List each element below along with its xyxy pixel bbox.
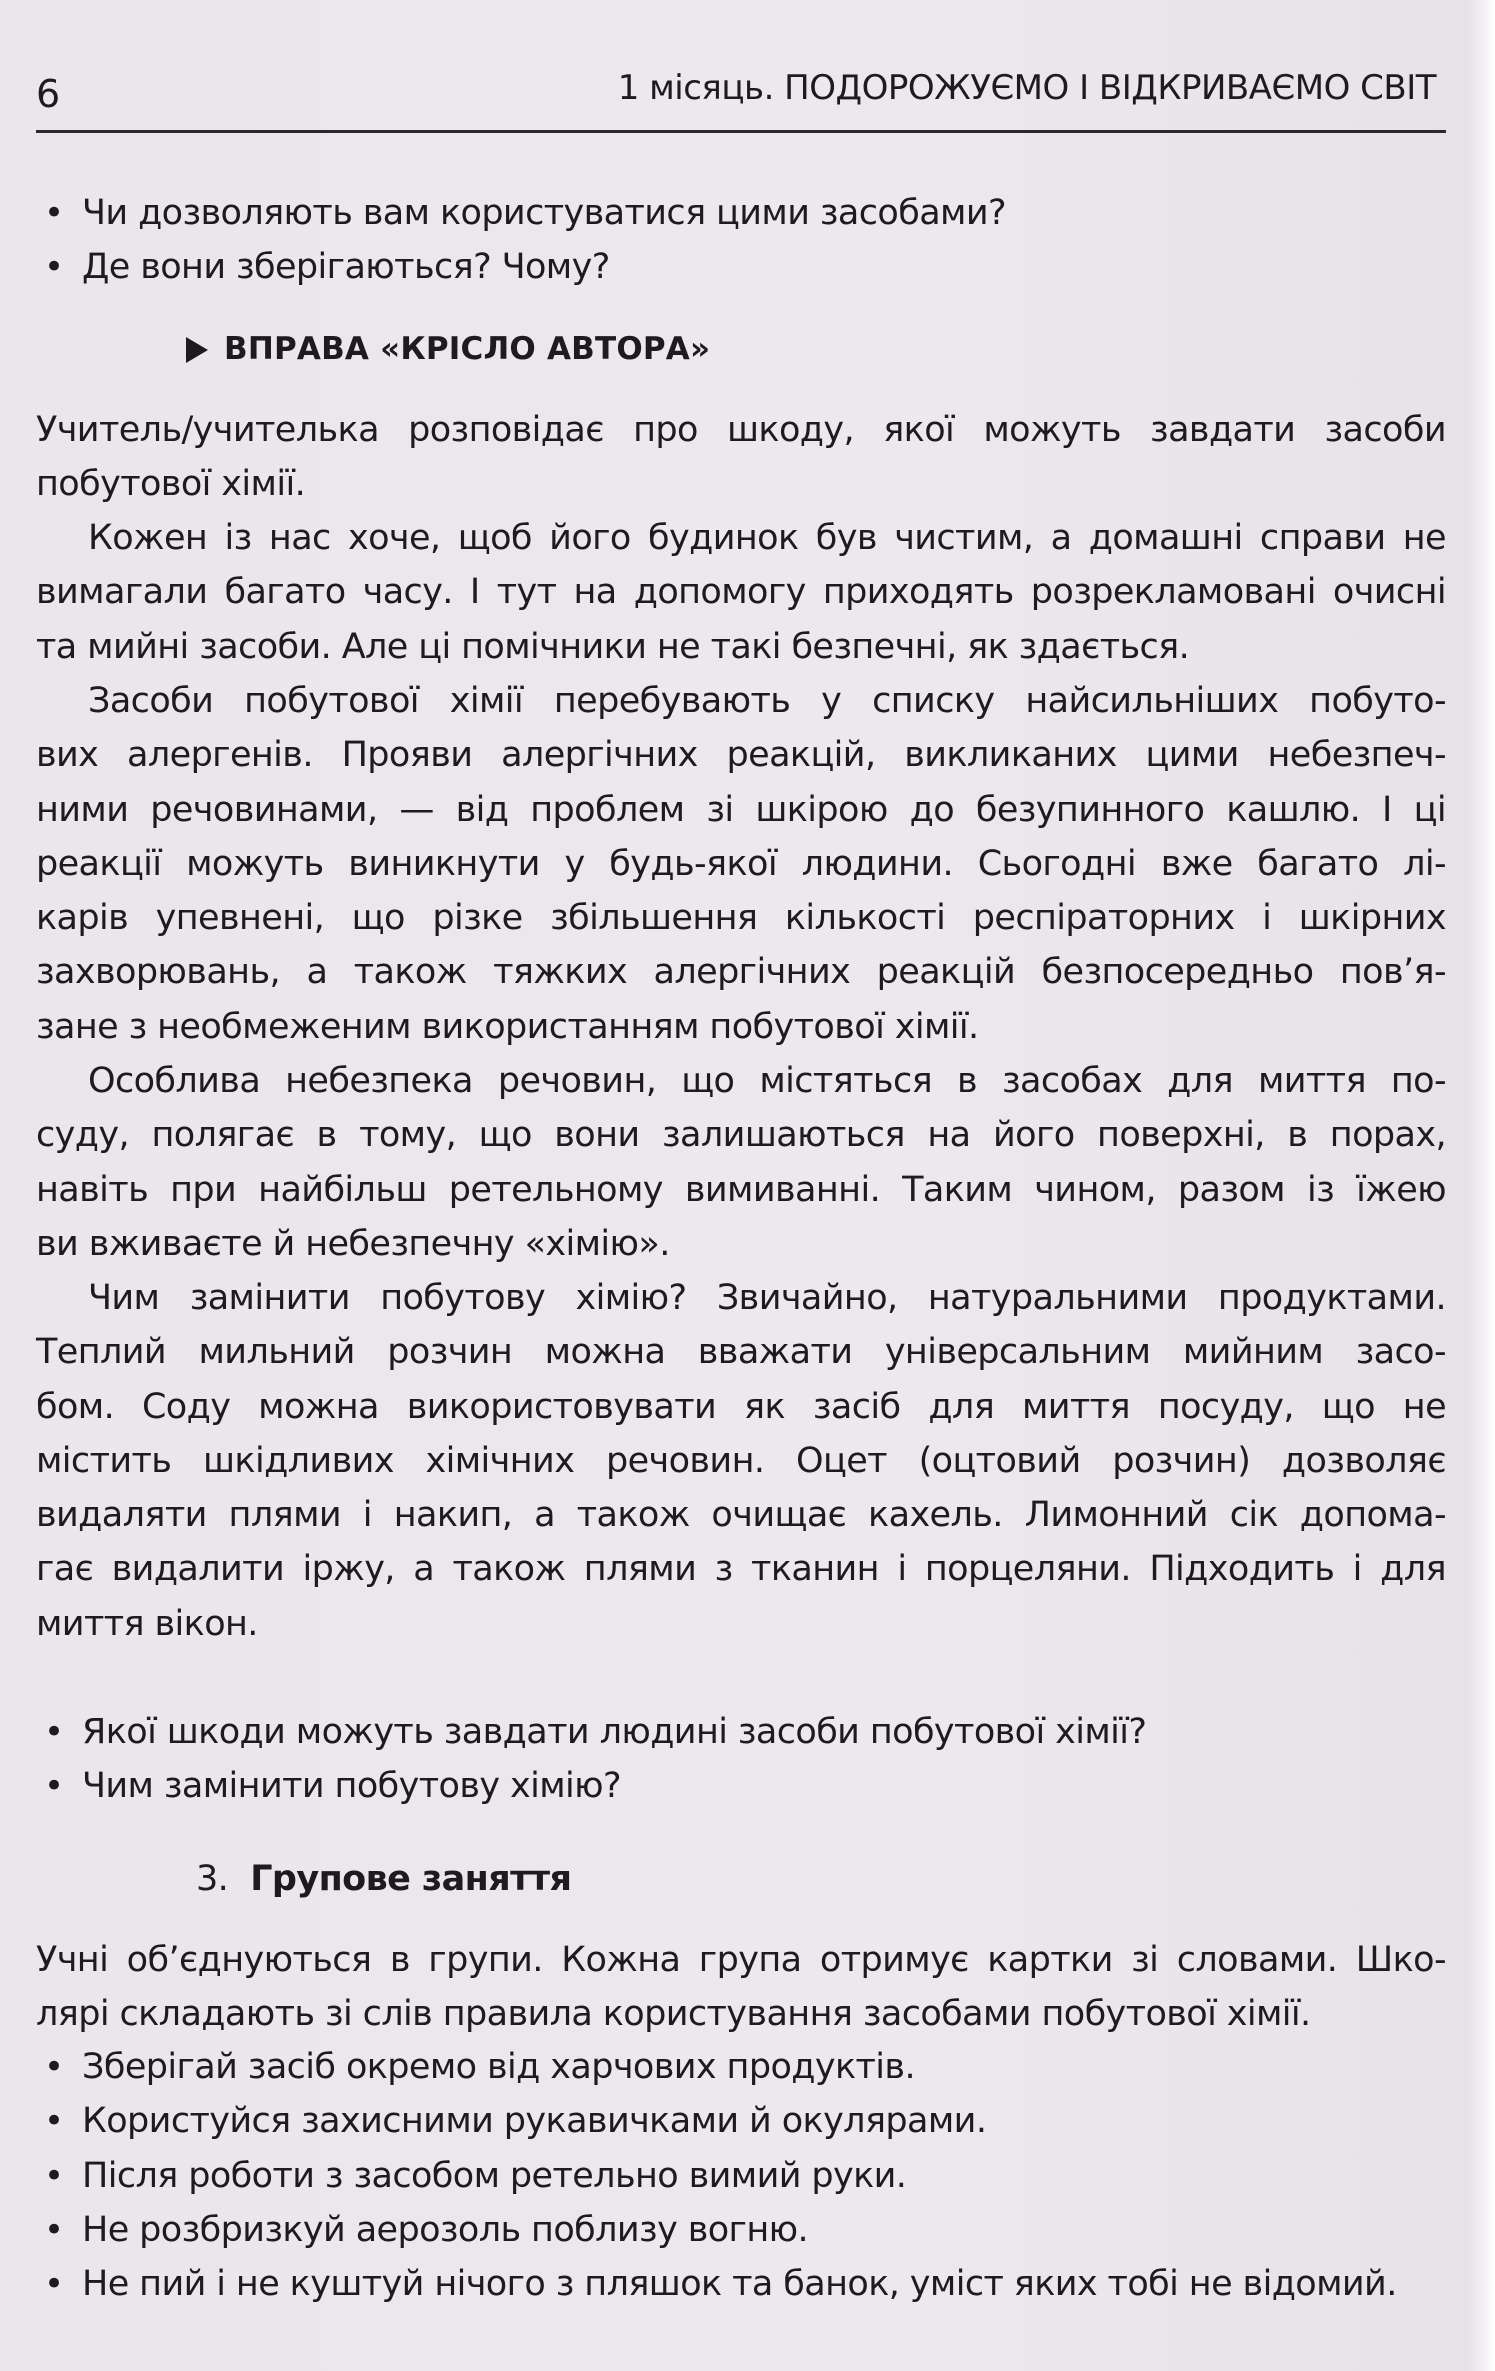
section-number: 3. [196,1859,229,1899]
text-line: лярі складають зі слів правила користування засобами побутової хімії. [36,1994,1311,2035]
page-number: 6 [36,72,61,116]
text-line: Кожен із нас хоче, щоб його будинок був чистим, а домашні справи не [88,518,1446,558]
text-line: вимагали багато часу. І тут на допомогу приходять розрекламовані очисні [36,572,1446,613]
text-line: Учні об’єднуються в групи. Кожна група отримує картки зі словами. Шко- [36,1940,1446,1980]
paragraph [36,1933,1446,2042]
text-line: Теплий мильний розчин можна вважати універсальним мийним засо- [36,1332,1446,1373]
text-line: ними речовинами, — від проблем зі шкірою до безупинного кашлю. І ці [36,789,1446,830]
text-line: Чим замінити побутову хімію? Звичайно, натуральними продуктами. [88,1278,1446,1318]
rules-list [36,2040,1446,2311]
text-line: бом. Соду можна використовувати як засіб для миття посуду, що не [36,1386,1446,1427]
question-list [36,1705,1446,1814]
page-header [36,58,1446,133]
text-line: та мийні засоби. Але ці помічники не такі безпечні, як здається. [36,626,1190,667]
list-item: • Користуйся захисними рукавичками й окулярами. [36,2094,1446,2148]
list-item: • Чи дозволяють вам користуватися цими засобами? [36,186,1446,240]
text-line: миття вікон. [36,1603,258,1644]
text-line: карів упевнені, що різке збільшення кількості респіраторних і шкірних [36,898,1446,939]
text-line: Учитель/учителька розповідає про шкоду, якої можуть завдати засоби [36,410,1446,450]
paragraph [36,511,1446,674]
list-item: • Після роботи з засобом ретельно вимий руки. [36,2149,1446,2203]
exercise-title: ВПРАВА «КРІСЛО АВТОРА» [224,331,711,367]
text-line: містить шкідливих хімічних речовин. Оцет (оцтовий розчин) дозволяє [36,1440,1446,1481]
list-item: • Не пий і не куштуй нічого з пляшок та банок, уміст яких тобі не відомий. [36,2257,1446,2311]
text-line: Особлива небезпека речовин, що містяться в засобах для миття по- [88,1061,1446,1101]
list-item: • Якої шкоди можуть завдати людині засоби побутової хімії? [36,1705,1446,1759]
exercise-heading [186,322,1495,376]
running-title: 1 місяць. ПОДОРОЖУЄМО І ВІДКРИВАЄМО СВІТ [617,68,1436,108]
text-line: зане з необмеженим використанням побутової хімії. [36,1006,979,1047]
text-line: суду, полягає в тому, що вони залишаються на його поверхні, в порах, [36,1115,1446,1156]
section-title: Групове заняття [250,1859,572,1899]
paragraph [36,674,1446,1054]
text-line: захворювань, а також тяжких алергічних реакцій безпосередньо пов’я- [36,952,1446,993]
paragraph [36,1271,1446,1651]
text-line: навіть при найбільш ретельному вимиванні. Таким чином, разом із їжею [36,1169,1446,1210]
list-item: • Де вони зберігаються? Чому? [36,240,1446,294]
arrow-right-icon [186,337,208,363]
group-heading [196,1852,1495,1906]
text-line: видаляти плями і накип, а також очищає кахель. Лимонний сік допома- [36,1495,1446,1536]
intro-bullet-list [36,186,1446,295]
list-item: • Зберігай засіб окремо від харчових продуктів. [36,2040,1446,2094]
text-line: побутової хімії. [36,464,306,505]
text-line: ви вживаєте й небезпечну «хімію». [36,1223,670,1264]
list-item: • Не розбризкуй аерозоль поблизу вогню. [36,2203,1446,2257]
paragraph [36,403,1446,512]
paragraph [36,1054,1446,1271]
text-line: гає видалити іржу, а також плями з тканин і порцеляни. Підходить і для [36,1549,1446,1590]
list-item: • Чим замінити побутову хімію? [36,1759,1446,1813]
text-line: реакції можуть виникнути у будь-якої людини. Сьогодні вже багато лі- [36,843,1446,884]
text-line: вих алергенів. Прояви алергічних реакцій, викликаних цими небезпеч- [36,735,1446,776]
text-line: Засоби побутової хімії перебувають у списку найсильніших побуто- [88,681,1446,721]
